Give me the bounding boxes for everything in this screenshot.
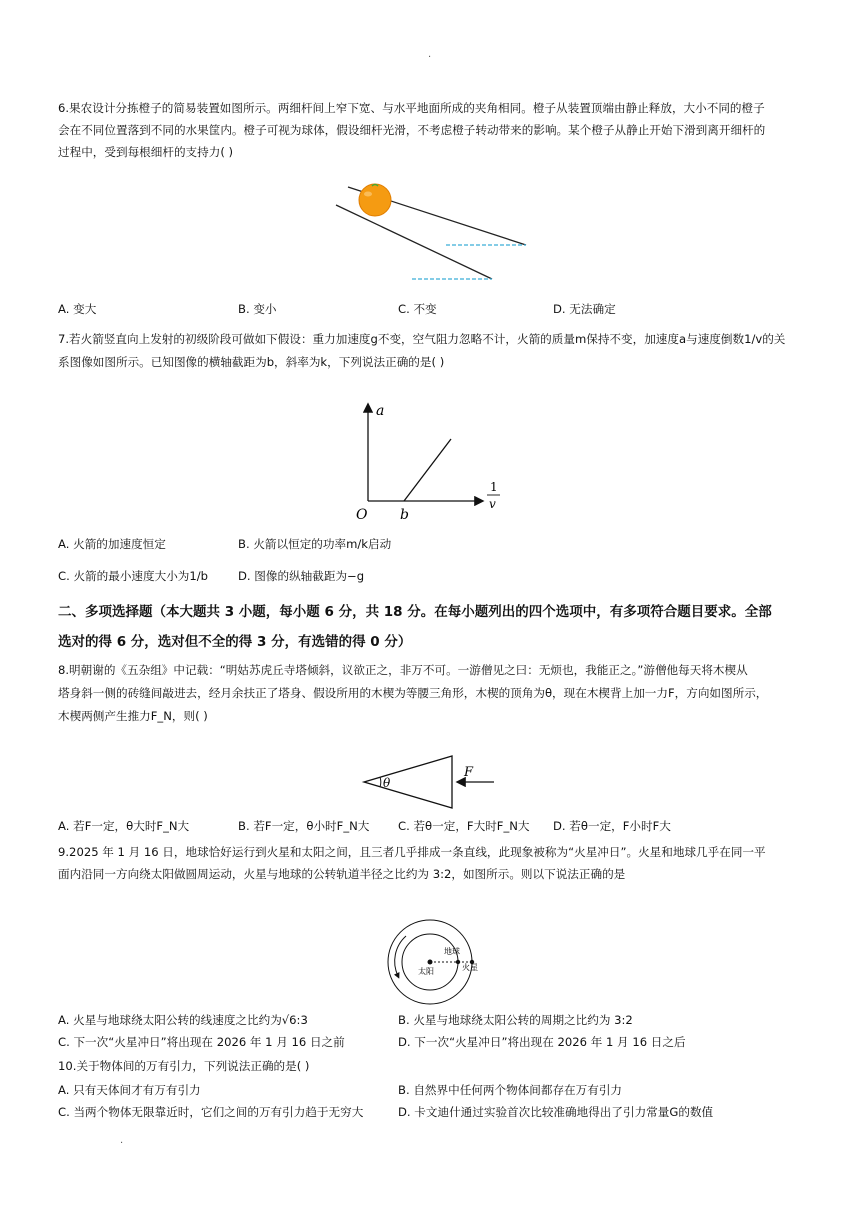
q7-option-c: C. 火箭的最小速度大小为1/b bbox=[58, 569, 209, 583]
q8-line-2: 塔身斜一侧的砖缝间敲进去，经月余扶正了塔身、假设所用的木楔为等腰三角形，木楔的顶角为θ，现在木楔背上加一力F，方向如图所示， bbox=[58, 686, 768, 700]
q6-line-2: 会在不同位置落到不同的水果筐内。橙子可视为球体，假设细杆光滑，不考虑橙子转动带来的影响。某个橙子从静止开始下滑到离开细杆的 bbox=[58, 123, 766, 137]
q10-line-1: 10.关于物体间的万有引力，下列说法正确的是( ) bbox=[58, 1059, 310, 1073]
mars-label: 火星 bbox=[462, 963, 478, 972]
intercept-label: b bbox=[400, 507, 409, 523]
wedge-triangle bbox=[364, 756, 452, 808]
q10-option-b: B. 自然界中任何两个物体间都存在万有引力 bbox=[398, 1083, 623, 1097]
q7-line-2: 系图像如图所示。已知图像的横轴截距为b，斜率为k，下列说法正确的是( ) bbox=[58, 355, 445, 369]
q6-option-d: D. 无法确定 bbox=[553, 302, 616, 316]
section-2-line-1: 二、多项选择题（本大题共 3 小题，每小题 6 分，共 18 分。在每小题列出的四个选项中，有多项符合题目要求。全部 bbox=[58, 604, 772, 620]
earth-label: 地球 bbox=[444, 947, 460, 956]
sun-label: 太阳 bbox=[418, 967, 434, 976]
q8-line-1: 8.明朝谢的《五杂组》中记载：“明姑苏虎丘寺塔倾斜，议欲正之，非万不可。一游僧见之曰：无烦也，我能正之。”游僧他每天将木楔从 bbox=[58, 663, 748, 677]
q10-option-d: D. 卡文迪什通过实验首次比较准确地得出了引力常量G的数值 bbox=[398, 1105, 714, 1119]
q9-line-1: 9.2025 年 1 月 16 日，地球恰好运行到火星和太阳之间，且三者几乎排成一条直线，此现象被称为“火星冲日”。火星和地球几乎在同一平 bbox=[58, 845, 766, 859]
q10-option-a: A. 只有天体间才有万有引力 bbox=[58, 1083, 201, 1097]
origin-label: O bbox=[356, 507, 368, 523]
footer-dot: · bbox=[120, 1138, 124, 1149]
q6-line-1: 6.果农设计分拣橙子的简易装置如图所示。两细杆间上窄下宽、与水平地面所成的夹角相同。橙子从装置顶端由静止释放，大小不同的橙子 bbox=[58, 101, 765, 115]
q6-line-3: 过程中，受到每根细杆的支持力( ) bbox=[58, 145, 234, 159]
graph-line bbox=[404, 439, 451, 501]
q10-option-c: C. 当两个物体无限靠近时，它们之间的万有引力趋于无穷大 bbox=[58, 1105, 364, 1119]
q7-option-a: A. 火箭的加速度恒定 bbox=[58, 537, 166, 551]
q7-option-b: B. 火箭以恒定的功率m/k启动 bbox=[238, 537, 392, 551]
wedge-figure bbox=[360, 750, 500, 814]
section-2-line-2: 选对的得 6 分，选对但不全的得 3 分，有选错的得 0 分） bbox=[58, 634, 412, 650]
q9-line-2: 面内沿同一方向绕太阳做圆周运动，火星与地球的公转轨道半径之比约为 3:2，如图所示。则以下说法正确的是 bbox=[58, 867, 626, 881]
orange-ball bbox=[359, 184, 391, 216]
orange-highlight bbox=[364, 192, 372, 197]
q8-option-a: A. 若F一定，θ大时F_N大 bbox=[58, 819, 190, 833]
q8-option-c: C. 若θ一定，F大时F_N大 bbox=[398, 819, 530, 833]
y-axis-label: a bbox=[376, 403, 385, 419]
q9-option-a: A. 火星与地球绕太阳公转的线速度之比约为√6:3 bbox=[58, 1013, 308, 1027]
orange-sorter-figure bbox=[330, 175, 540, 287]
q7-line-1: 7.若火箭竖直向上发射的初级阶段可做如下假设：重力加速度g不变，空气阻力忽略不计，火箭的质量m保持不变，加速度a与速度倒数1/v的关 bbox=[58, 332, 786, 346]
q8-option-d: D. 若θ一定，F小时F大 bbox=[553, 819, 671, 833]
q9-option-b: B. 火星与地球绕太阳公转的周期之比约为 3:2 bbox=[398, 1013, 633, 1027]
q6-option-a: A. 变大 bbox=[58, 302, 97, 316]
theta-arc bbox=[380, 777, 381, 787]
orbit-figure bbox=[376, 918, 486, 1006]
header-dot: · bbox=[428, 52, 432, 63]
q6-option-b: B. 变小 bbox=[238, 302, 277, 316]
q8-line-3: 木楔两侧产生推力F_N，则( ) bbox=[58, 709, 208, 723]
x-axis-label-numerator: 1 bbox=[490, 480, 498, 494]
acceleration-graph bbox=[350, 395, 510, 525]
x-axis-label-denominator: v bbox=[489, 497, 496, 511]
q6-option-c: C. 不变 bbox=[398, 302, 437, 316]
theta-label: θ bbox=[383, 776, 391, 790]
q7-option-d: D. 图像的纵轴截距为−g bbox=[238, 569, 365, 583]
rotation-arrow bbox=[395, 936, 406, 976]
force-label: F bbox=[464, 765, 474, 780]
lower-rod bbox=[336, 205, 492, 279]
q9-option-c: C. 下一次“火星冲日”将出现在 2026 年 1 月 16 日之前 bbox=[58, 1035, 345, 1049]
q9-option-d: D. 下一次“火星冲日”将出现在 2026 年 1 月 16 日之后 bbox=[398, 1035, 686, 1049]
q8-option-b: B. 若F一定，θ小时F_N大 bbox=[238, 819, 370, 833]
